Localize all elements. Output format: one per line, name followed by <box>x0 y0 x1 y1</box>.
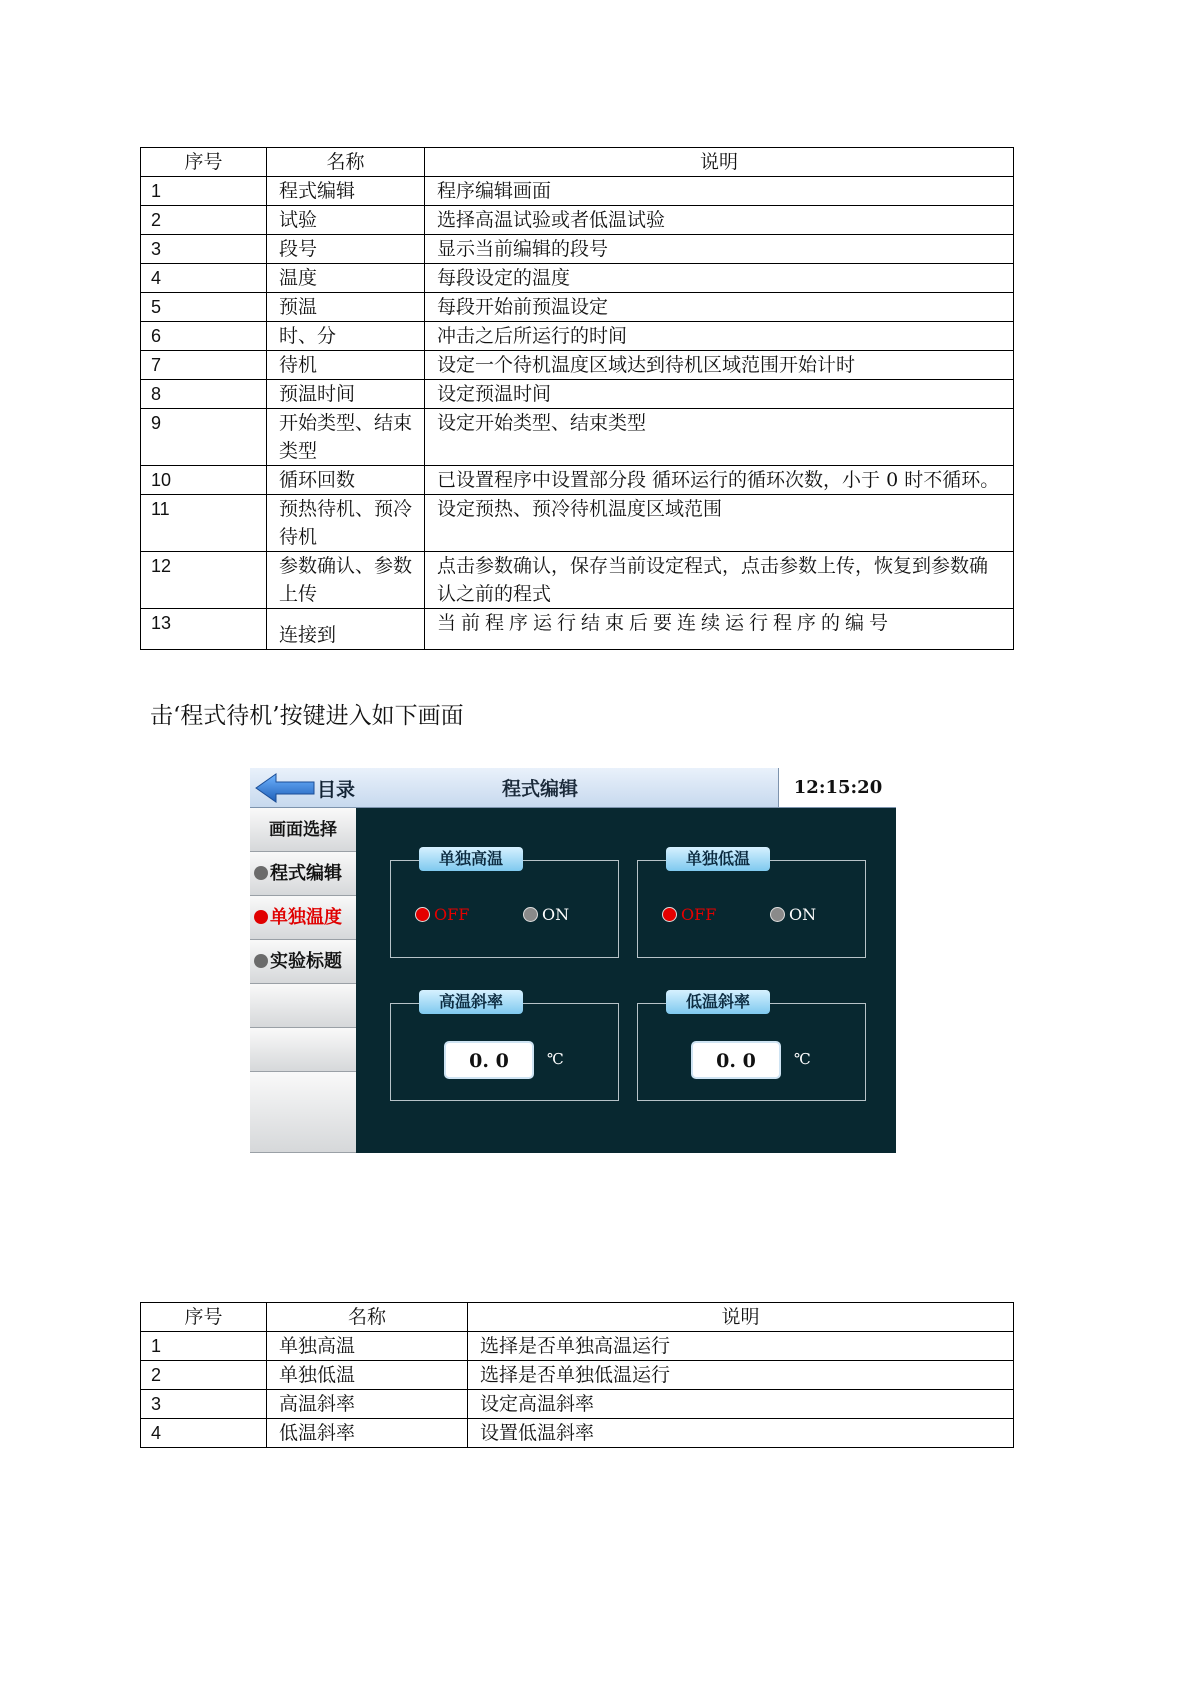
table-row <box>141 264 1014 293</box>
row-name: 开始类型、结束类型 <box>267 409 425 466</box>
single-high-temp-group <box>390 849 619 958</box>
table-row <box>141 466 1014 495</box>
row-no: 8 <box>141 380 267 409</box>
sidebar-item-label: 程式编辑 <box>270 863 342 884</box>
row-no: 2 <box>141 1361 267 1390</box>
screen-select-sidebar <box>250 808 356 1153</box>
row-desc: 设定一个待机温度区域达到待机区域范围开始计时 <box>425 351 1014 380</box>
sidebar-item-test-title[interactable] <box>250 940 356 984</box>
row-no: 5 <box>141 293 267 322</box>
row-desc: 程序编辑画面 <box>425 177 1014 206</box>
table-row <box>141 351 1014 380</box>
header-desc: 说明 <box>425 148 1014 177</box>
row-desc: 设定预热、预冷待机温度区域范围 <box>425 495 1014 552</box>
option-label: OFF <box>434 905 470 924</box>
low-temp-off-radio[interactable] <box>662 905 716 925</box>
high-temp-slope-group <box>390 992 619 1101</box>
single-low-temp-group <box>637 849 866 958</box>
row-desc: 冲击之后所运行的时间 <box>425 322 1014 351</box>
row-no: 1 <box>141 177 267 206</box>
row-no: 9 <box>141 409 267 466</box>
row-no: 1 <box>141 1332 267 1361</box>
row-desc: 显示当前编辑的段号 <box>425 235 1014 264</box>
table-row <box>141 235 1014 264</box>
row-name: 预热待机、预冷待机 <box>267 495 425 552</box>
group-label: 高温斜率 <box>419 990 523 1014</box>
sidebar-item-single-temp[interactable] <box>250 896 356 940</box>
row-name: 高温斜率 <box>267 1390 468 1419</box>
unit-label: ℃ <box>547 1050 564 1068</box>
group-label: 单独低温 <box>666 847 770 871</box>
row-no: 2 <box>141 206 267 235</box>
low-temp-on-radio[interactable] <box>770 905 816 925</box>
header-no: 序号 <box>141 148 267 177</box>
row-name: 单独高温 <box>267 1332 468 1361</box>
status-dot-icon <box>254 954 268 968</box>
header-desc: 说明 <box>468 1303 1014 1332</box>
row-desc: 每段设定的温度 <box>425 264 1014 293</box>
high-slope-input[interactable]: 0. 0 <box>444 1041 534 1079</box>
radio-unselected-icon <box>523 907 538 922</box>
row-no: 13 <box>141 609 267 650</box>
row-name: 连接到 <box>267 609 425 650</box>
status-dot-icon <box>254 866 268 880</box>
table-header-row <box>141 148 1014 177</box>
row-no: 3 <box>141 1390 267 1419</box>
table-row <box>141 322 1014 351</box>
screen-title: 程式编辑 <box>501 778 578 800</box>
function-table-1 <box>140 147 1014 650</box>
row-desc: 选择是否单独低温运行 <box>468 1361 1014 1390</box>
row-name: 待机 <box>267 351 425 380</box>
row-desc: 设置低温斜率 <box>468 1419 1014 1448</box>
sidebar-item-label: 单独温度 <box>270 907 342 928</box>
row-no: 10 <box>141 466 267 495</box>
table-row <box>141 552 1014 609</box>
row-no: 7 <box>141 351 267 380</box>
table-row <box>141 609 1014 650</box>
row-name: 程式编辑 <box>267 177 425 206</box>
row-name: 单独低温 <box>267 1361 468 1390</box>
single-temp-panel <box>356 808 896 1153</box>
radio-selected-icon <box>415 907 430 922</box>
row-no: 12 <box>141 552 267 609</box>
table-row <box>141 1419 1014 1448</box>
table-row <box>141 495 1014 552</box>
high-temp-on-radio[interactable] <box>523 905 569 925</box>
table-row <box>141 409 1014 466</box>
sidebar-empty-slot <box>250 1072 356 1153</box>
row-no: 3 <box>141 235 267 264</box>
row-desc: 当前程序运行结束后要连续运行程序的编号 <box>425 609 1014 650</box>
unit-label: ℃ <box>794 1050 811 1068</box>
row-desc: 设定预温时间 <box>425 380 1014 409</box>
hmi-screenshot <box>250 768 896 1153</box>
high-temp-off-radio[interactable] <box>415 905 469 925</box>
row-no: 4 <box>141 264 267 293</box>
row-name: 预温时间 <box>267 380 425 409</box>
clock-display: 12:15:20 <box>778 768 897 807</box>
sidebar-empty-slot <box>250 1028 356 1072</box>
sidebar-item-label: 实验标题 <box>270 951 342 972</box>
row-desc: 选择是否单独高温运行 <box>468 1332 1014 1361</box>
sidebar-header: 画面选择 <box>250 808 356 852</box>
option-label: ON <box>789 905 817 924</box>
table-row <box>141 1332 1014 1361</box>
row-name: 低温斜率 <box>267 1419 468 1448</box>
row-name: 预温 <box>267 293 425 322</box>
back-label: 目录 <box>317 779 356 801</box>
row-no: 11 <box>141 495 267 552</box>
header-no: 序号 <box>141 1303 267 1332</box>
low-temp-slope-group <box>637 992 866 1101</box>
row-no: 6 <box>141 322 267 351</box>
row-name: 参数确认、参数上传 <box>267 552 425 609</box>
row-name: 循环回数 <box>267 466 425 495</box>
low-slope-input[interactable]: 0. 0 <box>691 1041 781 1079</box>
option-label: ON <box>542 905 570 924</box>
row-desc: 点击参数确认，保存当前设定程式，点击参数上传，恢复到参数确认之前的程式 <box>425 552 1014 609</box>
row-name: 温度 <box>267 264 425 293</box>
instruction-caption: 击‘程式待机’按键进入如下画面 <box>150 703 464 729</box>
group-label: 单独高温 <box>419 847 523 871</box>
row-desc: 设定开始类型、结束类型 <box>425 409 1014 466</box>
hmi-title-bar <box>250 768 896 808</box>
table-row <box>141 206 1014 235</box>
radio-selected-icon <box>662 907 677 922</box>
row-no: 4 <box>141 1419 267 1448</box>
status-dot-icon <box>254 910 268 924</box>
table-row <box>141 1390 1014 1419</box>
header-name: 名称 <box>267 1303 468 1332</box>
table-row <box>141 1361 1014 1390</box>
row-desc: 每段开始前预温设定 <box>425 293 1014 322</box>
row-name: 试验 <box>267 206 425 235</box>
header-name: 名称 <box>267 148 425 177</box>
table-row <box>141 293 1014 322</box>
row-desc: 已设置程序中设置部分段 循环运行的循环次数，小于 0 时不循环。 <box>425 466 1014 495</box>
function-table-2 <box>140 1302 1014 1448</box>
group-label: 低温斜率 <box>666 990 770 1014</box>
table-row <box>141 380 1014 409</box>
table-header-row <box>141 1303 1014 1332</box>
back-to-menu-button[interactable] <box>250 771 360 805</box>
row-name: 段号 <box>267 235 425 264</box>
back-arrow-icon <box>254 773 316 803</box>
table-row <box>141 177 1014 206</box>
sidebar-empty-slot <box>250 984 356 1028</box>
option-label: OFF <box>681 905 717 924</box>
sidebar-item-program-edit[interactable] <box>250 852 356 896</box>
radio-unselected-icon <box>770 907 785 922</box>
row-desc: 选择高温试验或者低温试验 <box>425 206 1014 235</box>
row-desc: 设定高温斜率 <box>468 1390 1014 1419</box>
row-name: 时、分 <box>267 322 425 351</box>
